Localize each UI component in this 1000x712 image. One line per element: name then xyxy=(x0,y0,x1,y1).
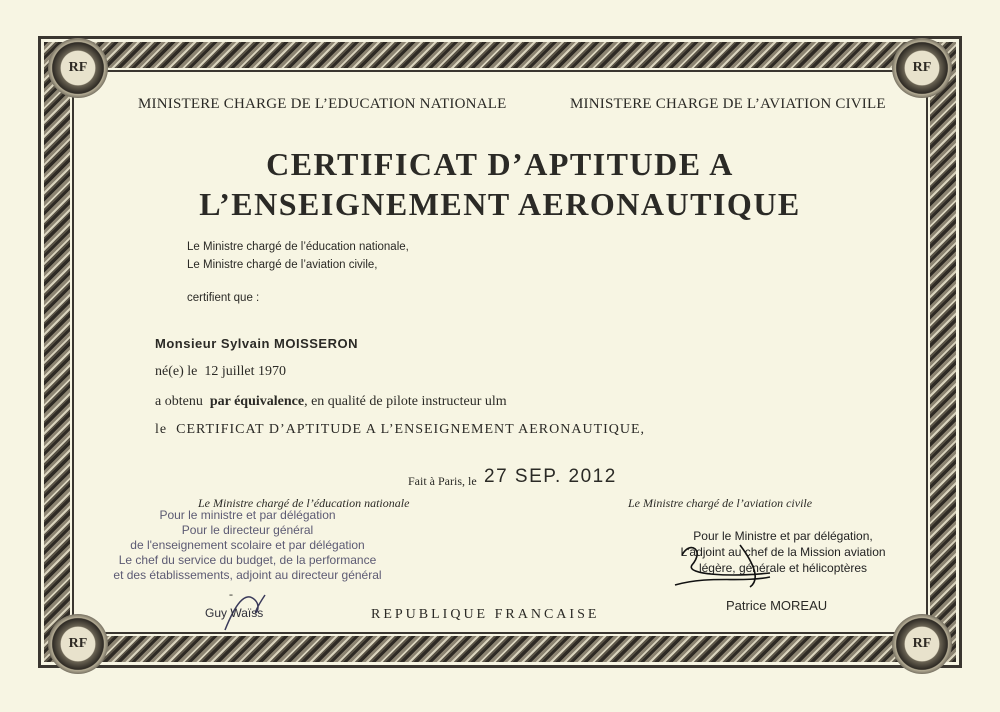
preamble-line-1: Le Ministre chargé de l’éducation nationale, xyxy=(187,241,409,253)
certificate-prefix: le xyxy=(155,422,168,437)
header-left-ministry: MINISTERE CHARGE DE L’EDUCATION NATIONALE xyxy=(138,96,507,112)
holder-name: Monsieur Sylvain MOISSERON xyxy=(155,336,358,351)
corner-medallion-top-right xyxy=(892,38,952,98)
medallion-mark: RF xyxy=(68,60,88,75)
title-line-1: CERTIFICAT D’APTITUDE A xyxy=(266,146,734,182)
stamp-line: Le chef du service du budget, de la performance xyxy=(118,553,377,567)
certify-text: certifient que : xyxy=(187,292,260,304)
signature-left-dash: - xyxy=(229,587,233,601)
signature-left-role: Le Ministre chargé de l’éducation nationale xyxy=(198,496,410,510)
stamp-line: de l'enseignement scolaire et par délégation xyxy=(130,538,365,552)
birth-line xyxy=(155,364,286,380)
signature-right-scribble xyxy=(670,535,810,595)
obtained-mode: par équivalence xyxy=(209,394,305,409)
obtained-prefix: a obtenu xyxy=(155,394,203,409)
stamp-line: L'adjoint au chef de la Mission aviation xyxy=(680,545,886,559)
signature-right-signer: Patrice MOREAU xyxy=(726,598,828,613)
corner-medallion-bottom-right xyxy=(892,614,952,674)
medallion-mark: RF xyxy=(68,636,88,651)
signature-left-signer: Guy Waïss xyxy=(205,606,264,620)
stamp-line: Pour le Ministre et par délégation, xyxy=(693,529,873,543)
stamp-line: Pour le ministre et par délégation xyxy=(159,508,336,522)
obtained-suffix: , en qualité de pilote instructeur ulm xyxy=(304,394,507,409)
title-line-2: L’ENSEIGNEMENT AERONAUTIQUE xyxy=(199,186,801,222)
certificate-name: CERTIFICAT D’APTITUDE A L’ENSEIGNEMENT AERONAUTIQUE, xyxy=(176,422,646,437)
certificate-line xyxy=(155,422,645,438)
birth-date: 12 juillet 1970 xyxy=(204,364,287,379)
obtained-line xyxy=(155,394,507,410)
medallion-mark: RF xyxy=(912,60,932,75)
stamp-line: et des établissements, adjoint au directeur général xyxy=(113,568,382,582)
birth-label: né(e) le xyxy=(155,364,198,379)
medallion-mark: RF xyxy=(912,636,932,651)
footer-republique: REPUBLIQUE FRANCAISE xyxy=(371,607,600,622)
stamp-line: Pour le directeur général xyxy=(181,523,314,537)
issued-label: Fait à Paris, le xyxy=(408,474,477,488)
stamp-line: légère, générale et hélicoptères xyxy=(698,561,868,575)
issued-date-stamp: 27 SEP. 2012 xyxy=(484,466,617,487)
corner-medallion-bottom-left xyxy=(48,614,108,674)
corner-medallion-top-left xyxy=(48,38,108,98)
signature-right-role: Le Ministre chargé de l’aviation civile xyxy=(628,496,813,510)
preamble-line-2: Le Ministre chargé de l’aviation civile, xyxy=(187,259,378,271)
signature-left-stamp xyxy=(110,508,385,583)
header-right-ministry: MINISTERE CHARGE DE L’AVIATION CIVILE xyxy=(570,96,886,112)
